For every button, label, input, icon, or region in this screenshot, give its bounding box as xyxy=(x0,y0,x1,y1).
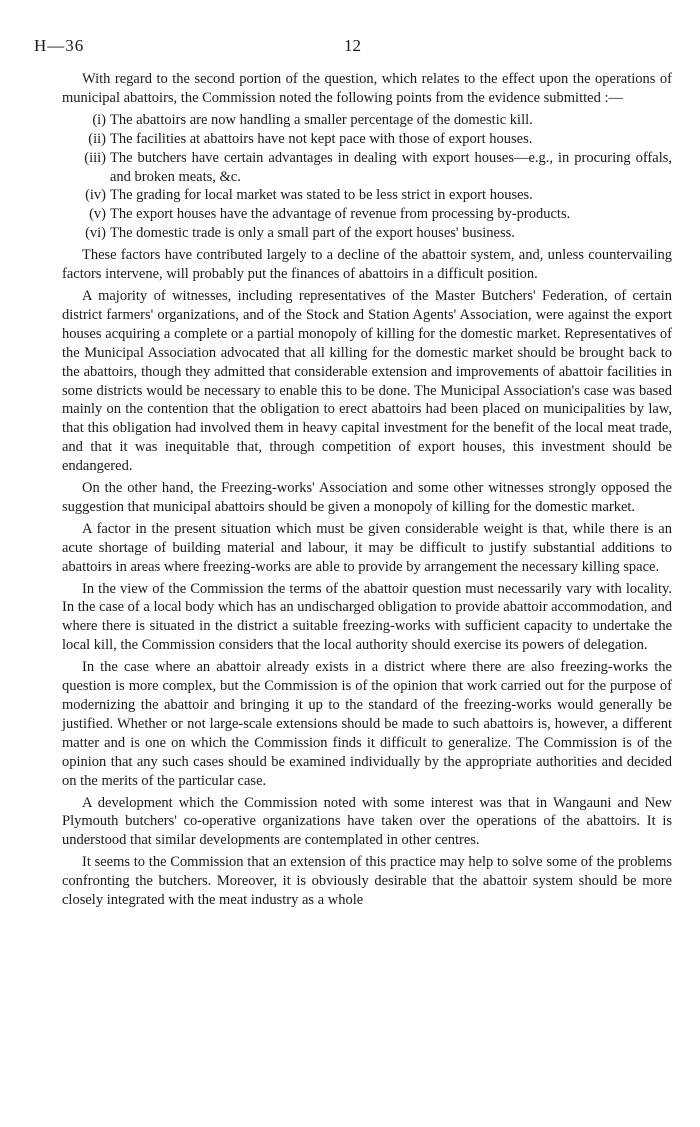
list-item-text: The facilities at abattoirs have not kept pace with those of export houses. xyxy=(110,130,533,147)
list-item xyxy=(62,111,672,130)
paragraph: It seems to the Commission that an extension of this practice may help to solve some of the problems confronting the butchers. Moreover, it is obviously desirable that the abattoir system should be more closely integrated with the meat industry as a whole xyxy=(62,854,672,909)
list-item-number: (vi) xyxy=(85,225,106,242)
list-item-number: (v) xyxy=(89,206,106,223)
document-body xyxy=(62,70,672,913)
list-item-text: The grading for local market was stated to be less strict in export houses. xyxy=(110,187,533,204)
list-item xyxy=(62,130,672,149)
list-item-number: (iii) xyxy=(84,149,106,166)
paragraph: A development which the Commission noted with some interest was that in Wangauni and New Plymouth butchers' co-operative organizations have taken over the operations of the abattoirs. It is understood that similar developments are contemplated in other centres. xyxy=(62,794,672,849)
paragraph: A majority of witnesses, including representatives of the Master Butchers' Federation, of certain district farmers' organizations, and of the Stock and Station Agents' Association, were against the export houses acquiring a complete or a partial monopoly of killing for the domestic market. Representatives of the Municipal Association advocated that all killing for the domestic market should be brought back to the abattoirs, though they admitted that considerable extension and improvements of abattoir facilities in some districts would be necessary to enable this to be done. The Municipal Association's case was based mainly on the contention that the obligation to erect abattoirs had been placed on municipalities by law, that this obligation had involved them in heavy capital investment for the benefit of the local meat trade, and that it was inequitable that, through competition of export houses, this investment should be endangered. xyxy=(62,287,672,475)
list-item-text: The butchers have certain advantages in dealing with export houses—e.g., in procuring offals, and broken meats, &c. xyxy=(110,149,672,185)
list-item-text: The domestic trade is only a small part of the export houses' business. xyxy=(110,225,515,242)
list-item-text: The export houses have the advantage of revenue from processing by-products. xyxy=(110,206,571,223)
list-item-number: (iv) xyxy=(85,187,106,204)
page-header xyxy=(34,36,666,58)
page-number: 12 xyxy=(344,36,361,55)
paragraph: On the other hand, the Freezing-works' Association and some other witnesses strongly opposed the suggestion that municipal abattoirs should be given a monopoly of killing for the domestic market. xyxy=(62,480,672,515)
paragraph: These factors have contributed largely to a decline of the abattoir system, and, unless countervailing factors intervene, will probably put the finances of abattoirs in a difficult position. xyxy=(62,247,672,283)
list-item-text: The abattoirs are now handling a smaller percentage of the domestic kill. xyxy=(110,111,533,128)
paragraph: In the view of the Commission the terms of the abattoir question must necessarily vary with locality. In the case of a local body which has an undischarged obligation to provide abattoir accommodation, and where there is situated in the district a suitable freezing-works with sufficient capacity to undertake the local kill, the Commission considers that the local authority should exercise its powers of delegation. xyxy=(62,580,672,654)
list-item-number: (i) xyxy=(92,111,106,128)
list-item-number: (ii) xyxy=(88,130,106,147)
document-reference: H—36 xyxy=(34,36,85,55)
paragraph: A factor in the present situation which must be given considerable weight is that, while there is an acute shortage of building material and labour, it may be difficult to justify substantial additions to abattoirs in areas where freezing-works are able to provide by arrangement the necessary killing space. xyxy=(62,520,672,575)
list-item xyxy=(62,224,672,243)
findings-list xyxy=(62,111,672,243)
paragraph: With regard to the second portion of the question, which relates to the effect upon the operations of municipal abattoirs, the Commission noted the following points from the evidence submitted :— xyxy=(62,71,672,106)
paragraph: In the case where an abattoir already exists in a district where there are also freezing-works the question is more complex, but the Commission is of the opinion that work carried out for the purpose of modernizing the abattoir and bringing it up to the standard of the freezing-works would generally be justified. Whether or not large-scale extensions should be made to such abattoirs is, however, a different matter and is one on which the Commission finds it difficult to generalize. The Commission is of the opinion that any such cases should be examined individually by the appropriate authorities and decided on the merits of the particular case. xyxy=(62,659,672,789)
list-item xyxy=(62,205,672,224)
list-item xyxy=(62,186,672,205)
list-item xyxy=(62,149,672,187)
